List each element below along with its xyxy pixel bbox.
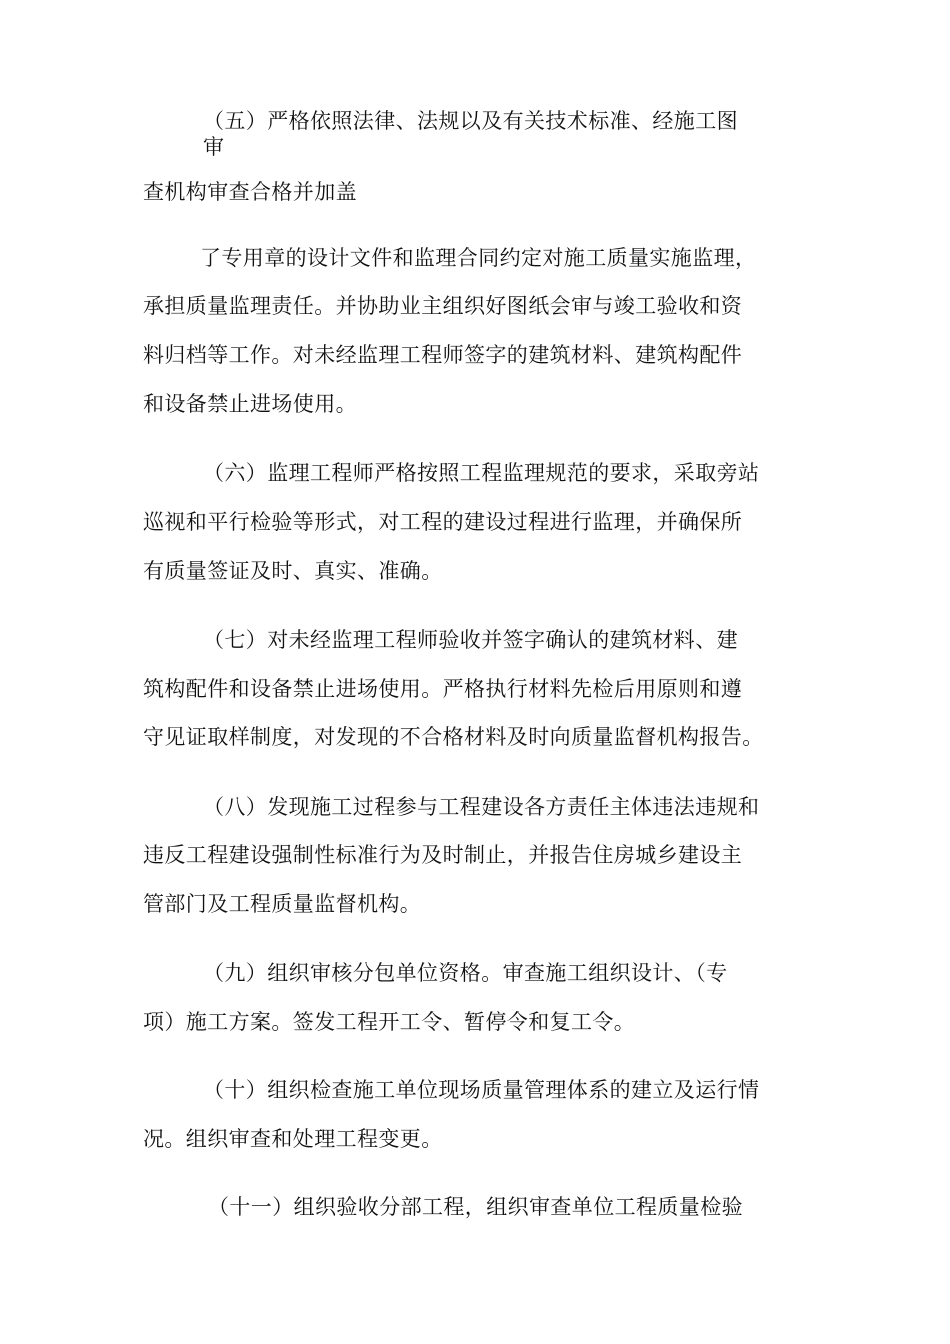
paragraph-10-line-1: （十）组织检查施工单位现场质量管理体系的建立及运行情 — [203, 1078, 760, 1102]
paragraph-5b-line-1: 查机构审查合格并加盖 — [143, 180, 357, 204]
paragraph-8-line-1: （八）发现施工过程参与工程建设各方责任主体违法违规和 — [203, 795, 760, 819]
paragraph-6-line-2: 巡视和平行检验等形式，对工程的建设过程进行监理，并确保所 — [143, 510, 743, 534]
paragraph-5-line-1: （五）严格依照法律、法规以及有关技术标准、经施工图 — [203, 109, 738, 133]
paragraph-10-line-2: 况。组织审查和处理工程变更。 — [143, 1127, 443, 1151]
paragraph-6-line-1: （六）监理工程师严格按照工程监理规范的要求，采取旁站 — [203, 461, 760, 485]
paragraph-8-line-3: 管部门及工程质量监督机构。 — [143, 892, 422, 916]
paragraph-5c-line-4: 和设备禁止进场使用。 — [143, 392, 357, 416]
paragraph-9-line-2: 项）施工方案。签发工程开工令、暂停令和复工令。 — [143, 1010, 636, 1034]
paragraph-5c-line-1: 了专用章的设计文件和监理合同约定对施工质量实施监理， — [200, 246, 757, 270]
paragraph-7-line-2: 筑构配件和设备禁止进场使用。严格执行材料先检后用原则和遵 — [143, 677, 743, 701]
paragraph-5-line-2: 审 — [203, 135, 225, 159]
paragraph-6-line-3: 有质量签证及时、真实、准确。 — [143, 559, 443, 583]
paragraph-9-line-1: （九）组织审核分包单位资格。审查施工组织设计、（专 — [203, 961, 728, 985]
paragraph-5c-line-3: 料归档等工作。对未经监理工程师签字的建筑材料、建筑构配件 — [143, 343, 743, 367]
paragraph-7-line-1: （七）对未经监理工程师验收并签字确认的建筑材料、建 — [203, 628, 738, 652]
paragraph-8-line-2: 违反工程建设强制性标准行为及时制止，并报告住房城乡建设主 — [143, 843, 743, 867]
paragraph-5c-line-2: 承担质量监理责任。并协助业主组织好图纸会审与竣工验收和资 — [143, 294, 743, 318]
paragraph-11-line-1: （十一）组织验收分部工程，组织审查单位工程质量检验 — [208, 1195, 743, 1219]
paragraph-7-line-3: 守见证取样制度，对发现的不合格材料及时向质量监督机构报告。 — [143, 725, 764, 749]
